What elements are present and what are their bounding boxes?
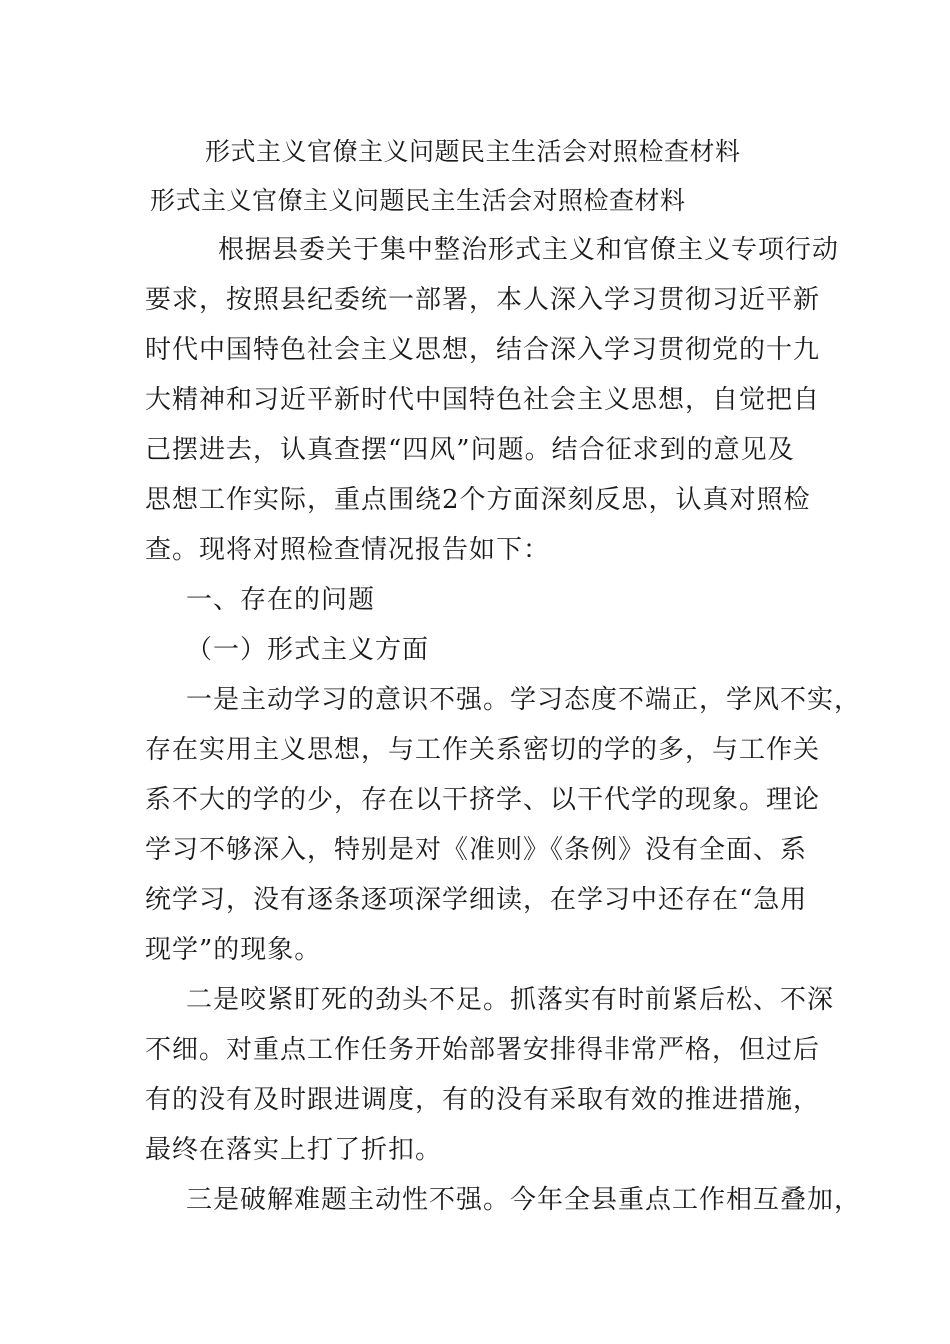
paragraph-line: 二是咬紧盯死的劲头不足。抓落实有时前紧后松、不深 (186, 985, 835, 1015)
intro-line: 己摆进去，认真查摆“四风”问题。结合征求到的意见及 (145, 435, 795, 465)
document-subtitle: 形式主义官僚主义问题民主生活会对照检查材料 (150, 186, 686, 215)
intro-line: 查。现将对照检查情况报告如下： (145, 535, 551, 565)
subsection-heading: （一）形式主义方面 (186, 635, 430, 665)
intro-line: 思想工作实际，重点围绕2个方面深刻反思，认真对照检 (145, 485, 811, 515)
intro-line: 要求，按照县纪委统一部署，本人深入学习贯彻习近平新 (145, 285, 821, 315)
section-heading: 一、存在的问题 (186, 585, 376, 615)
paragraph-line: 统学习，没有逐条逐项深学细读，在学习中还存在“急用 (145, 885, 808, 915)
paragraph-line: 最终在落实上打了折扣。 (145, 1135, 443, 1165)
paragraph-line: 不细。对重点工作任务开始部署安排得非常严格，但过后 (145, 1035, 821, 1065)
intro-line: 根据县委关于集中整治形式主义和官僚主义专项行动 (218, 235, 840, 265)
intro-line: 大精神和习近平新时代中国特色社会主义思想，自觉把自 (145, 385, 821, 415)
paragraph-line: 系不大的学的少，存在以干挤学、以干代学的现象。理论 (145, 785, 821, 815)
intro-line: 时代中国特色社会主义思想，结合深入学习贯彻党的十九 (145, 335, 821, 365)
paragraph-line: 存在实用主义思想，与工作关系密切的学的多，与工作关 (145, 735, 821, 765)
paragraph-line: 有的没有及时跟进调度，有的没有采取有效的推进措施， (145, 1085, 821, 1115)
paragraph-line: 一是主动学习的意识不强。学习态度不端正，学风不实， (186, 685, 862, 715)
document-title: 形式主义官僚主义问题民主生活会对照检查材料 (205, 137, 741, 166)
paragraph-line: 三是破解难题主动性不强。今年全县重点工作相互叠加， (186, 1185, 862, 1215)
paragraph-line: 学习不够深入，特别是对《准则》《条例》没有全面、系 (145, 835, 808, 865)
paragraph-line: 现学”的现象。 (145, 935, 322, 965)
